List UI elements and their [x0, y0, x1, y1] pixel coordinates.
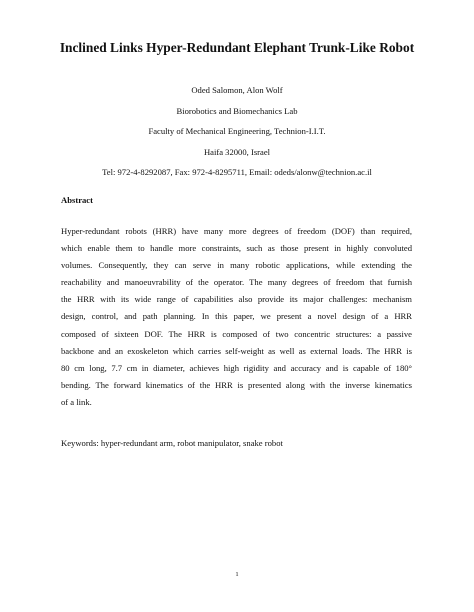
abstract-heading: Abstract [61, 195, 93, 205]
abstract-line: design, control, and path planning. In this paper, we present a novel design of a HRR [61, 311, 412, 322]
contact-info: Tel: 972-4-8292087, Fax: 972-4-8295711, Email: odeds/alonw@technion.ac.il [102, 167, 372, 177]
author-block [0, 80, 474, 183]
author-names: Oded Salomon, Alon Wolf [191, 85, 283, 95]
affiliation-lab: Biorobotics and Biomechanics Lab [176, 105, 298, 116]
abstract-line: composed of sixteen DOF. The HRR is composed of two concentric structures: a passive [61, 328, 412, 339]
affiliation-city: Haifa 32000, Israel [203, 146, 271, 157]
abstract-body [61, 223, 412, 411]
abstract-line: which enable them to handle more constraints, such as those present in highly convoluted [61, 243, 412, 254]
abstract-line: reachability and manoeuvrability of the operator. The many degrees of freedom that furnish [61, 277, 412, 288]
abstract-line: bending. The forward kinematics of the HRR is presented along with the inverse kinematics [61, 379, 412, 390]
page-number: 1 [235, 571, 239, 578]
abstract-line: volumes. Consequently, they can serve in many robotic applications, while extending the [61, 260, 412, 271]
abstract-line: the HRR with its wide range of capabilities also provide its major challenges: mechanism [61, 294, 412, 305]
abstract-line: 80 cm long, 7.7 cm in diameter, achieves high rigidity and accuracy and is capable of 180° [61, 362, 412, 373]
abstract-line: of a link. [61, 396, 92, 407]
paper-title: Inclined Links Hyper-Redundant Elephant Trunk-Like Robot [59, 40, 415, 55]
abstract-line: Hyper-redundant robots (HRR) have many more degrees of freedom (DOF) than required, [61, 226, 412, 236]
affiliation-faculty: Faculty of Mechanical Engineering, Technion-I.I.T. [148, 126, 326, 136]
keywords-line: Keywords: hyper-redundant arm, robot manipulator, snake robot [61, 438, 283, 448]
abstract-line: backbone and an exoskeleton which carries self-weight as well as external loads. The HRR is [61, 345, 412, 356]
